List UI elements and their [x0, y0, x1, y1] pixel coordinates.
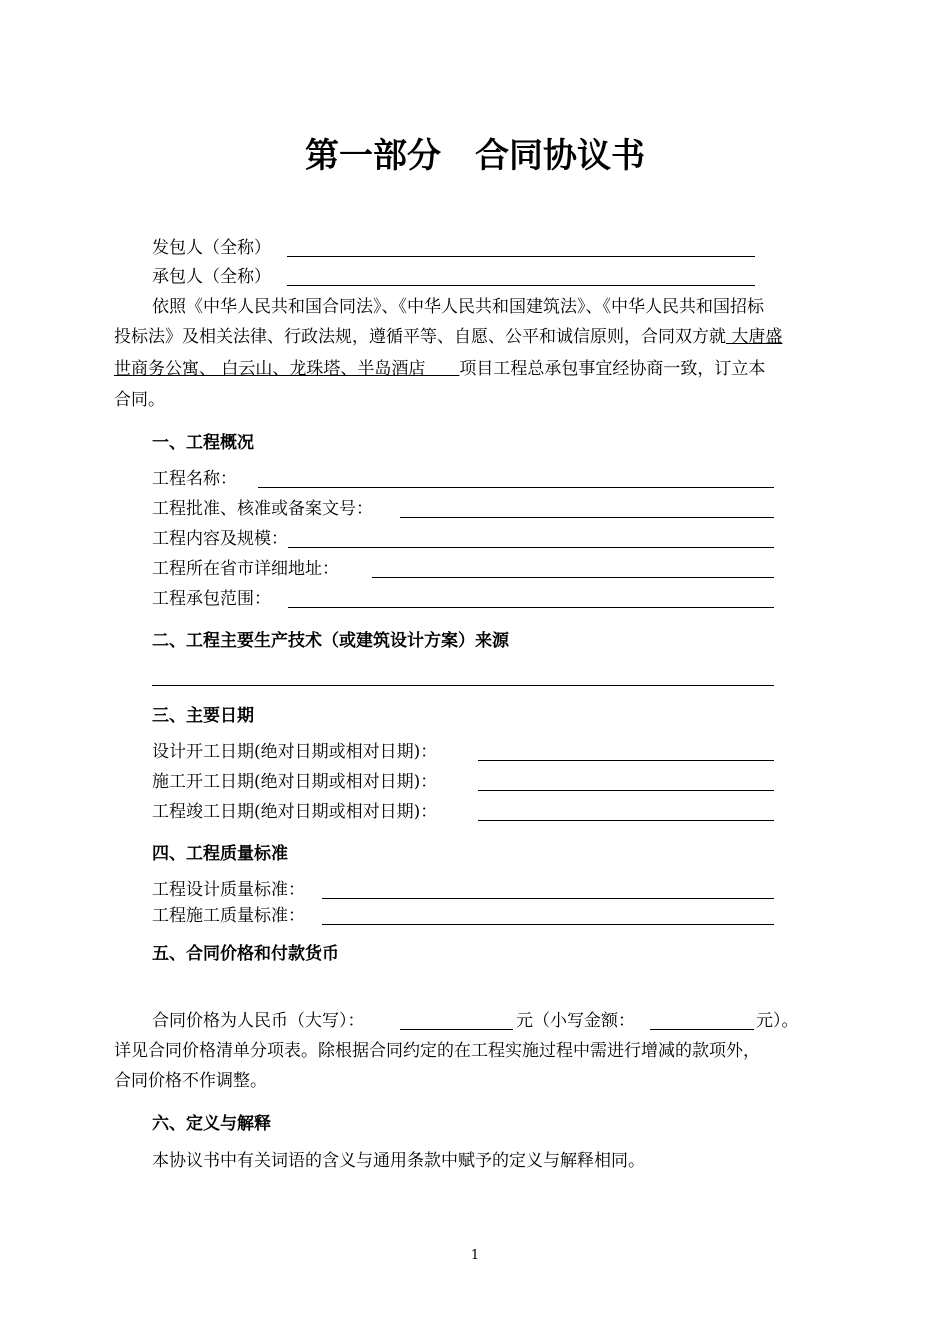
- price-figures-blank[interactable]: [650, 1029, 754, 1030]
- section-heading-1: 一、工程概况: [152, 433, 254, 453]
- employer-blank[interactable]: [287, 256, 755, 257]
- section-heading-6: 六、定义与解释: [152, 1114, 271, 1134]
- page-number: 1: [470, 1248, 480, 1263]
- approval-number-label: 工程批准、核准或备案文号：: [152, 499, 373, 519]
- design-quality-blank[interactable]: [322, 898, 774, 899]
- construction-quality-blank[interactable]: [322, 924, 774, 925]
- contractor-blank[interactable]: [287, 285, 755, 286]
- intro-line-2: 投标法》及相关法律、行政法规，遵循平等、自愿、公平和诚信原则，合同双方就 大唐盛: [114, 327, 783, 347]
- completion-blank[interactable]: [478, 820, 774, 821]
- construction-start-blank[interactable]: [478, 790, 774, 791]
- approval-number-blank[interactable]: [400, 517, 774, 518]
- scope-label: 工程承包范围：: [152, 589, 271, 609]
- construction-start-label: 施工开工日期(绝对日期或相对日期)：: [152, 772, 438, 792]
- price-words-blank[interactable]: [400, 1029, 513, 1030]
- project-name-part-1: 大唐盛: [726, 327, 783, 347]
- address-blank[interactable]: [372, 577, 774, 578]
- completion-label: 工程竣工日期(绝对日期或相对日期)：: [152, 802, 438, 822]
- project-name-part-2: 世商务公寓、 白云山、龙珠塔、半岛酒店: [114, 359, 460, 379]
- section-heading-3: 三、主要日期: [152, 706, 254, 726]
- address-label: 工程所在省市详细地址：: [152, 559, 339, 579]
- price-yuan-label: 元（小写金额：: [516, 1011, 635, 1031]
- technology-source-blank[interactable]: [152, 685, 774, 686]
- section-heading-4: 四、工程质量标准: [152, 844, 288, 864]
- definitions-text: 本协议书中有关词语的含义与通用条款中赋予的定义与解释相同。: [152, 1151, 645, 1171]
- contractor-label: 承包人（全称）: [152, 267, 271, 287]
- price-prefix: 合同价格为人民币（大写）：: [152, 1011, 365, 1031]
- page-title: 第一部分 合同协议书: [305, 136, 645, 176]
- project-name-blank[interactable]: [258, 487, 774, 488]
- content-scale-label: 工程内容及规模：: [152, 529, 288, 549]
- design-start-label: 设计开工日期(绝对日期或相对日期)：: [152, 742, 438, 762]
- intro-line-1: 依照《中华人民共和国合同法》、《中华人民共和国建筑法》、《中华人民共和国招标: [152, 297, 764, 317]
- intro-line-4: 合同。: [114, 390, 165, 410]
- section-heading-2: 二、工程主要生产技术（或建筑设计方案）来源: [152, 631, 509, 651]
- scope-blank[interactable]: [288, 607, 774, 608]
- price-yuan-end: 元）。: [756, 1011, 799, 1031]
- design-start-blank[interactable]: [478, 760, 774, 761]
- construction-quality-label: 工程施工质量标准：: [152, 906, 305, 926]
- section-heading-5: 五、合同价格和付款货币: [152, 944, 339, 964]
- employer-label: 发包人（全称）: [152, 238, 271, 258]
- project-name-label: 工程名称：: [152, 469, 237, 489]
- price-detail-line-2: 合同价格不作调整。: [114, 1071, 267, 1091]
- price-detail-line-1: 详见合同价格清单分项表。除根据合同约定的在工程实施过程中需进行增减的款项外，: [114, 1041, 760, 1061]
- design-quality-label: 工程设计质量标准：: [152, 880, 305, 900]
- intro-line-3: 世商务公寓、 白云山、龙珠塔、半岛酒店 项目工程总承包事宜经协商一致，订立本: [114, 359, 766, 379]
- content-scale-blank[interactable]: [288, 547, 774, 548]
